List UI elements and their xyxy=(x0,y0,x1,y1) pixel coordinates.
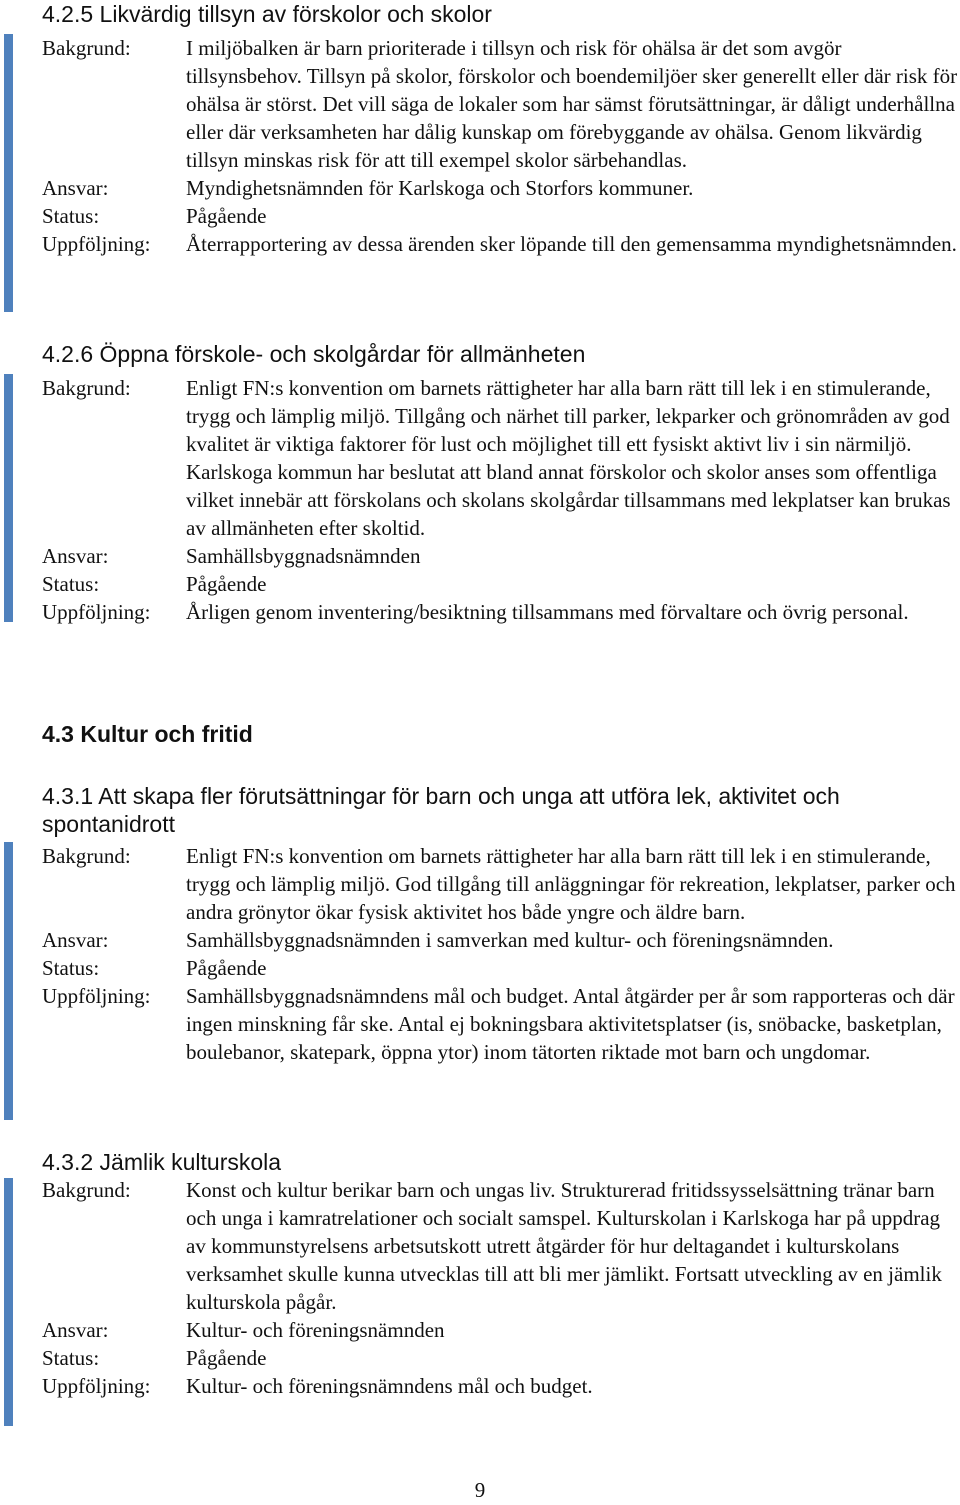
status-text: Pågående xyxy=(186,204,267,228)
margin-change-bar xyxy=(4,1178,13,1426)
section-heading-4-2-6: 4.2.6 Öppna förskole- och skolgårdar för allmänheten xyxy=(42,341,586,367)
responsible-label: Ansvar: xyxy=(42,1318,109,1342)
followup-text: Årligen genom inventering/besiktning tillsammans med förvaltare och övrig personal. xyxy=(186,600,909,624)
background-text: Enligt FN:s konvention om barnets rättigheter har alla barn rätt till lek i en stimulerande, trygg och lämplig miljö. Tillgång och närhet till parker, lekparker och grönområden av god kvalitet är viktiga faktorer för lust och möjlighet till ett fysiskt aktivt liv i sin närmiljö. Karlskoga kommun har beslutat att bland annat förskolor och skolor anses som offentliga vilket innebär att förskolans och skolans skolgårdar tillsammans med lekplatser kan brukas av allmänheten efter skoltid. xyxy=(186,376,951,540)
background-text: I miljöbalken är barn prioriterade i tillsyn och risk för ohälsa är det som avgör tillsynsbehov. Tillsyn på skolor, förskolor och boendemiljöer sker generellt eller där risk för ohälsa är störst. Det vill säga de lokaler som har sämst förutsättningar, är dåligt underhållna eller där verksamheten har dålig kunskap om förebyggande av ohälsa. Genom likvärdig tillsyn minskas risk för att till exempel skolor särbehandlas. xyxy=(186,36,958,172)
background-text: Enligt FN:s konvention om barnets rättigheter har alla barn rätt till lek i en stimulerande, trygg och lämplig miljö. God tillgång till anläggningar för rekreation, lekplatser, parker och andra grönytor ökar fysisk aktivitet hos både yngre och äldre barn. xyxy=(186,844,956,924)
followup-label: Uppföljning: xyxy=(42,1374,151,1398)
page-number: 9 xyxy=(474,1478,486,1502)
section-entry-4-2-5 xyxy=(42,34,960,258)
responsible-text: Samhällsbyggnadsnämnden xyxy=(186,544,421,568)
status-text: Pågående xyxy=(186,572,267,596)
status-label: Status: xyxy=(42,1346,100,1370)
margin-change-bar xyxy=(4,34,13,312)
background-text: Konst och kultur berikar barn och ungas liv. Strukturerad fritidssysselsättning tränar barn och unga i kamratrelationer och socialt samspel. Kulturskolan i Karlskoga har på uppdrag av kommunstyrelsens arbetsutskott utrett åtgärder för hur deltagandet i kulturskolans verksamhet skulle kunna utvecklas till att bli mer jämlikt. Fortsatt utveckling av en jämlik kulturskola pågår. xyxy=(186,1178,942,1314)
margin-change-bar xyxy=(4,842,13,1120)
followup-label: Uppföljning: xyxy=(42,232,151,256)
responsible-label: Ansvar: xyxy=(42,928,109,952)
responsible-text: Samhällsbyggnadsnämnden i samverkan med kultur- och föreningsnämnden. xyxy=(186,928,834,952)
background-label: Bakgrund: xyxy=(42,376,131,400)
responsible-label: Ansvar: xyxy=(42,544,109,568)
background-label: Bakgrund: xyxy=(42,36,131,60)
followup-text: Samhällsbyggnadsnämndens mål och budget. Antal åtgärder per år som rapporteras och där ingen minskning får ske. Antal ej bokningsbara aktivitetsplatser (is, snöbacke, basketplan, boulebanor, skatepark, öppna ytor) inom tätorten riktade mot barn och ungdomar. xyxy=(186,984,955,1064)
followup-text: Kultur- och föreningsnämndens mål och budget. xyxy=(186,1374,593,1398)
section-entry-4-3-2 xyxy=(42,1176,960,1400)
status-label: Status: xyxy=(42,956,100,980)
section-entry-4-3-1 xyxy=(42,842,960,1066)
responsible-text: Kultur- och föreningsnämnden xyxy=(186,1318,445,1342)
background-label: Bakgrund: xyxy=(42,844,131,868)
followup-label: Uppföljning: xyxy=(42,984,151,1008)
background-label: Bakgrund: xyxy=(42,1178,131,1202)
responsible-text: Myndighetsnämnden för Karlskoga och Storfors kommuner. xyxy=(186,176,694,200)
status-text: Pågående xyxy=(186,956,267,980)
followup-text: Återrapportering av dessa ärenden sker löpande till den gemensamma myndighetsnämnden. xyxy=(186,232,957,256)
section-heading-4-2-5: 4.2.5 Likvärdig tillsyn av förskolor och skolor xyxy=(42,1,492,27)
status-text: Pågående xyxy=(186,1346,267,1370)
section-heading-4-3-1: 4.3.1 Att skapa fler förutsättningar för barn och unga att utföra lek, aktivitet och spontanidrott xyxy=(42,783,840,837)
status-label: Status: xyxy=(42,572,100,596)
section-heading-4-3-2: 4.3.2 Jämlik kulturskola xyxy=(42,1149,282,1175)
section-entry-4-2-6 xyxy=(42,374,960,626)
followup-label: Uppföljning: xyxy=(42,600,151,624)
section-heading-4-3: 4.3 Kultur och fritid xyxy=(42,721,253,747)
status-label: Status: xyxy=(42,204,100,228)
margin-change-bar xyxy=(4,374,13,622)
responsible-label: Ansvar: xyxy=(42,176,109,200)
